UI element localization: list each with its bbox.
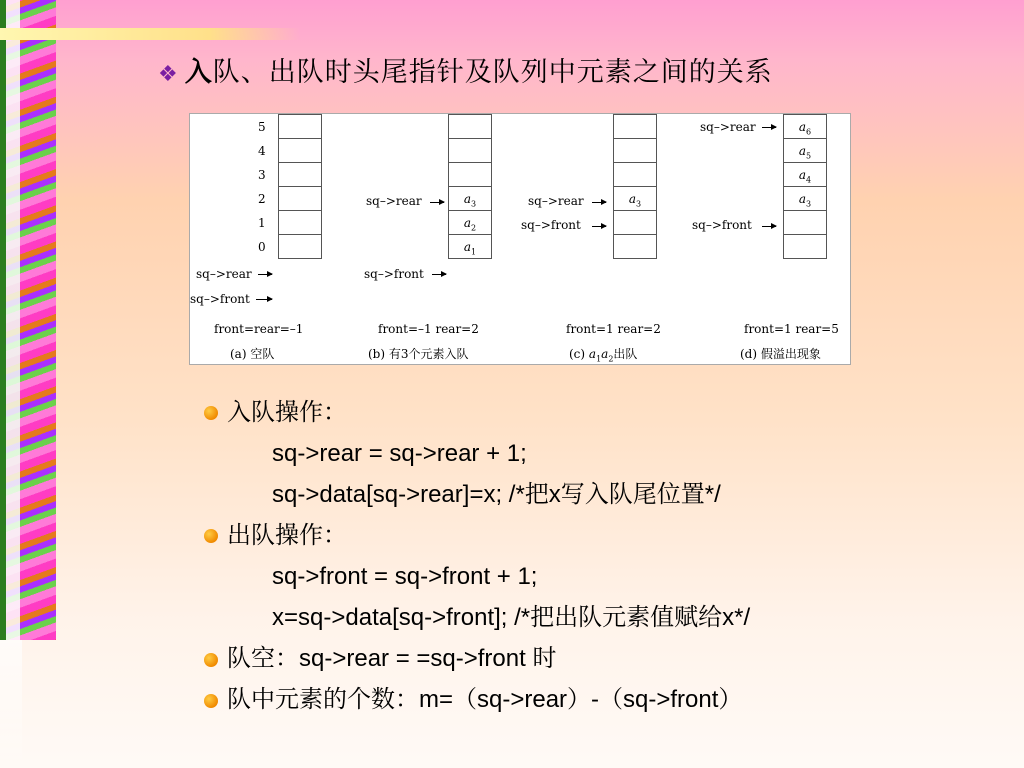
queue-cell	[448, 138, 492, 163]
bullet-dot-icon	[204, 694, 218, 708]
caption: (a) 空队	[230, 347, 275, 361]
cell-subscript: 5	[806, 151, 812, 161]
rear-pointer-label: sq–>rear	[528, 194, 584, 208]
code-line: sq->data[sq->rear]=x; /*把x写入队尾位置*/	[272, 481, 721, 508]
queue-cell	[278, 186, 322, 211]
decorative-left-highlight	[6, 0, 20, 640]
queue-cell	[613, 114, 657, 139]
front-pointer-label: sq–>front	[521, 218, 581, 232]
queue-cell	[448, 234, 492, 259]
row-label: 2	[258, 192, 266, 206]
code-line: sq->rear = sq->rear + 1;	[272, 440, 527, 467]
arrow-icon	[762, 226, 776, 227]
arrow-icon	[762, 127, 776, 128]
queue-cell	[278, 138, 322, 163]
title-text: 队、出队时头尾指针及队列中元素之间的关系	[212, 57, 773, 88]
front-pointer-label: sq–>front	[692, 218, 752, 232]
cell-subscript: 3	[806, 199, 812, 209]
list-item	[204, 392, 964, 433]
status-text: front=–1 rear=2	[378, 322, 479, 336]
cell-value: a	[463, 192, 472, 206]
arrow-icon	[592, 202, 606, 203]
cell-subscript: 1	[471, 247, 477, 257]
cell-value: a	[798, 120, 807, 134]
caption-var: a	[588, 347, 597, 361]
queue-cell	[783, 138, 827, 163]
queue-cell	[783, 114, 827, 139]
caption-subscript: 2	[608, 354, 614, 364]
slide-title	[158, 50, 773, 89]
front-pointer-label: sq–>front	[364, 267, 424, 281]
row-label: 0	[258, 240, 266, 254]
list-item	[204, 679, 964, 720]
queue-cell	[278, 234, 322, 259]
rear-pointer-label: sq–>rear	[366, 194, 422, 208]
cell-value: a	[798, 192, 807, 206]
decorative-left-fade	[0, 640, 22, 768]
dequeue-title: 出队操作：	[227, 521, 347, 549]
row-label: 3	[258, 168, 266, 182]
cell-value: a	[463, 216, 472, 230]
list-item	[204, 638, 964, 679]
front-pointer-label: sq–>front	[190, 292, 250, 306]
caption: (d) 假溢出现象	[740, 347, 821, 361]
cell-subscript: 4	[806, 175, 812, 185]
code-line: x=sq->data[sq->front]; /*把出队元素值赋给x*/	[272, 604, 751, 631]
count-formula: 队中元素的个数：m=（sq->rear）-（sq->front）	[227, 686, 743, 713]
queue-cell	[448, 186, 492, 211]
caption	[569, 345, 637, 363]
rear-pointer-label: sq–>rear	[196, 267, 252, 281]
queue-cell	[448, 162, 492, 187]
queue-cell	[613, 210, 657, 235]
queue-cell	[783, 162, 827, 187]
row-label: 1	[258, 216, 266, 230]
arrow-icon	[430, 202, 444, 203]
caption-var: a	[601, 347, 609, 361]
row-label: 4	[258, 144, 266, 158]
queue-cell	[448, 210, 492, 235]
code-line: sq->front = sq->front + 1;	[272, 563, 538, 590]
cell-value: a	[798, 168, 807, 182]
queue-cell	[613, 186, 657, 211]
list-item	[204, 515, 964, 556]
empty-condition: 队空：sq->rear = =sq->front 时	[227, 645, 557, 672]
arrow-icon	[592, 226, 606, 227]
row-label: 5	[258, 120, 266, 134]
status-text: front=rear=–1	[214, 322, 304, 336]
caption: (b) 有3个元素入队	[368, 347, 469, 361]
status-text: front=1 rear=2	[566, 322, 661, 336]
decorative-top-band	[0, 28, 300, 40]
queue-cell	[278, 162, 322, 187]
queue-diagram	[189, 113, 851, 365]
arrow-icon	[256, 299, 272, 300]
enqueue-title: 入队操作：	[227, 398, 347, 426]
bullet-dot-icon	[204, 406, 218, 420]
bullet-dot-icon	[204, 653, 218, 667]
cell-value: a	[628, 192, 637, 206]
status-text: front=1 rear=5	[744, 322, 839, 336]
queue-cell	[278, 114, 322, 139]
arrow-icon	[258, 274, 272, 275]
caption-suffix: 出队	[613, 347, 638, 361]
cell-subscript: 2	[471, 223, 477, 233]
slide-body	[204, 392, 964, 720]
queue-cell	[783, 210, 827, 235]
arrow-icon	[432, 274, 446, 275]
queue-cell	[448, 114, 492, 139]
rear-pointer-label: sq–>rear	[700, 120, 756, 134]
title-bold-char: 入	[184, 57, 213, 88]
queue-cell	[613, 234, 657, 259]
caption-prefix: (c)	[569, 347, 589, 361]
diamond-cluster-icon: ❖	[158, 62, 179, 87]
queue-cell	[278, 210, 322, 235]
cell-subscript: 6	[806, 127, 812, 137]
cell-value: a	[463, 240, 472, 254]
queue-cell	[783, 186, 827, 211]
queue-cell	[613, 138, 657, 163]
cell-value: a	[798, 144, 807, 158]
queue-cell	[783, 234, 827, 259]
caption-subscript: 1	[596, 354, 602, 364]
bullet-dot-icon	[204, 529, 218, 543]
cell-subscript: 3	[471, 199, 477, 209]
cell-subscript: 3	[636, 199, 642, 209]
queue-cell	[613, 162, 657, 187]
